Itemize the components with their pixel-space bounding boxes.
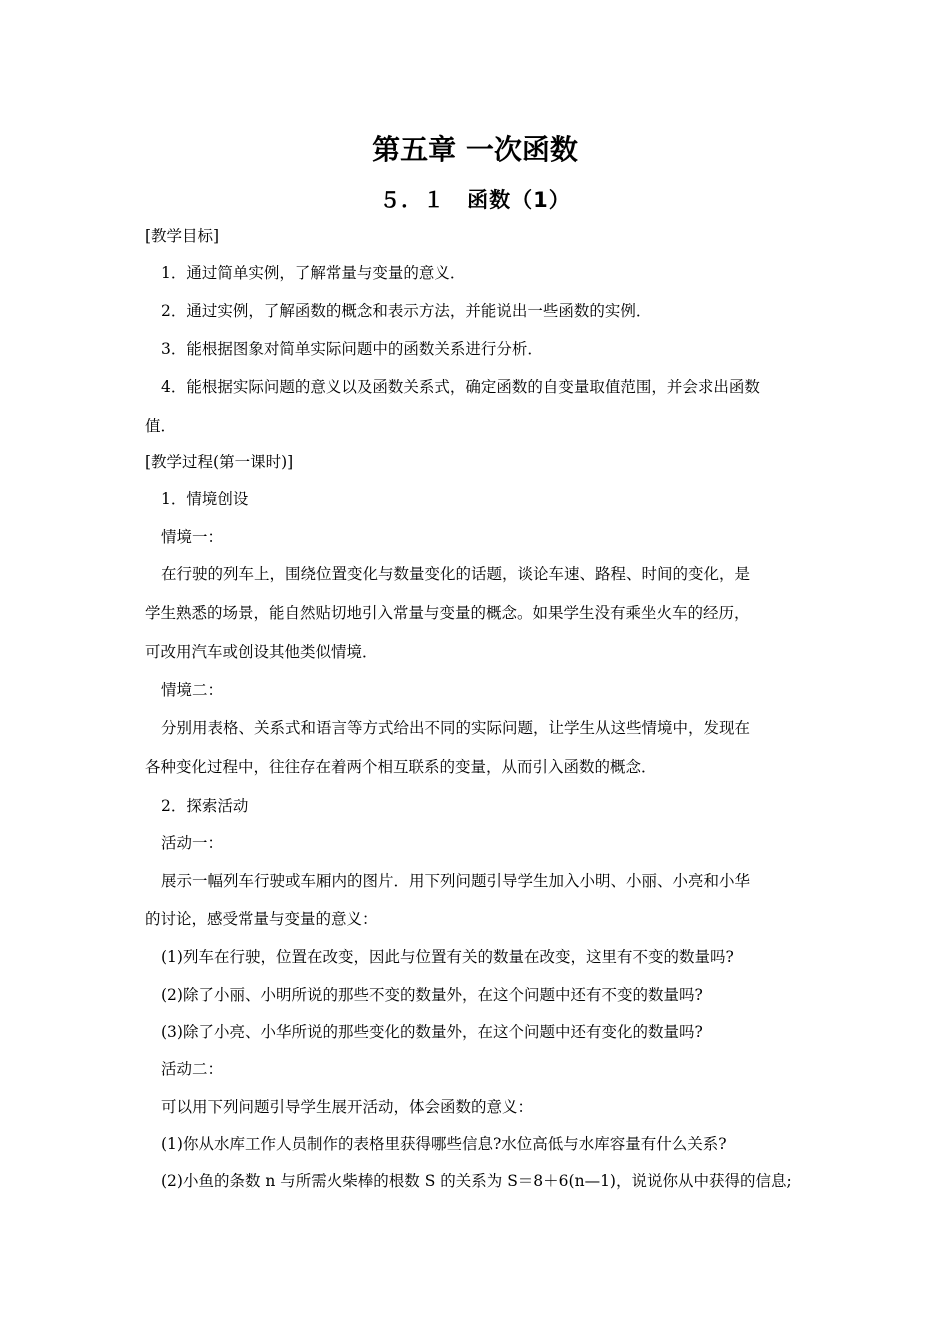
- objective-1: 1．通过简单实例，了解常量与变量的意义．: [161, 264, 466, 282]
- paragraph-line: 展示一幅列车行驶或车厢内的图片．用下列问题引导学生加入小明、小丽、小亮和小华: [161, 872, 751, 890]
- activity-2-label: 活动二：: [161, 1060, 224, 1078]
- paragraph-line: 学生熟悉的场景，能自然贴切地引入常量与变量的概念。如果学生没有乘坐火车的经历，: [145, 604, 750, 622]
- question-item: (1)你从水库工作人员制作的表格里获得哪些信息?水位高低与水库容量有什么关系?: [161, 1135, 727, 1153]
- question-item: (2)小鱼的条数 n 与所需火柴棒的根数 S 的关系为 S＝8＋6(n—1)，说说你从中获得的信息;: [161, 1172, 792, 1190]
- paragraph-line: 可改用汽车或创设其他类似情境．: [145, 643, 378, 661]
- objective-4-continued: 值．: [145, 417, 177, 435]
- scenario-2-label: 情境二：: [161, 681, 224, 699]
- heading-objectives: [教学目标]: [145, 227, 220, 245]
- scenario-1-label: 情境一：: [161, 528, 224, 546]
- paragraph-line: 的讨论，感受常量与变量的意义：: [145, 910, 378, 928]
- paragraph-line: 在行驶的列车上，围绕位置变化与数量变化的话题，谈论车速、路程、时间的变化，是: [161, 565, 751, 583]
- question-item: (1)列车在行驶，位置在改变，因此与位置有关的数量在改变，这里有不变的数量吗?: [161, 948, 734, 966]
- step-2-heading: 2．探索活动: [161, 797, 249, 815]
- objective-2: 2．通过实例，了解函数的概念和表示方法，并能说出一些函数的实例．: [161, 302, 652, 320]
- paragraph-line: 可以用下列问题引导学生展开活动，体会函数的意义：: [161, 1098, 534, 1116]
- paragraph-line: 分别用表格、关系式和语言等方式给出不同的实际问题，让学生从这些情境中，发现在: [161, 719, 751, 737]
- paragraph-line: 各种变化过程中，往往存在着两个相互联系的变量，从而引入函数的概念．: [145, 758, 657, 776]
- chapter-title: 第五章 一次函数: [372, 133, 578, 166]
- step-1-heading: 1．情境创设: [161, 490, 249, 508]
- question-item: (3)除了小亮、小华所说的那些变化的数量外，在这个问题中还有变化的数量吗?: [161, 1023, 703, 1041]
- objective-3: 3．能根据图象对简单实际问题中的函数关系进行分析．: [161, 340, 543, 358]
- heading-process: [教学过程(第一课时)]: [145, 453, 294, 471]
- activity-1-label: 活动一：: [161, 834, 224, 852]
- section-title: ５．１ 函数（1）: [379, 188, 571, 212]
- question-item: (2)除了小丽、小明所说的那些不变的数量外，在这个问题中还有不变的数量吗?: [161, 986, 703, 1004]
- objective-4: 4．能根据实际问题的意义以及函数关系式，确定函数的自变量取值范围，并会求出函数: [161, 378, 760, 396]
